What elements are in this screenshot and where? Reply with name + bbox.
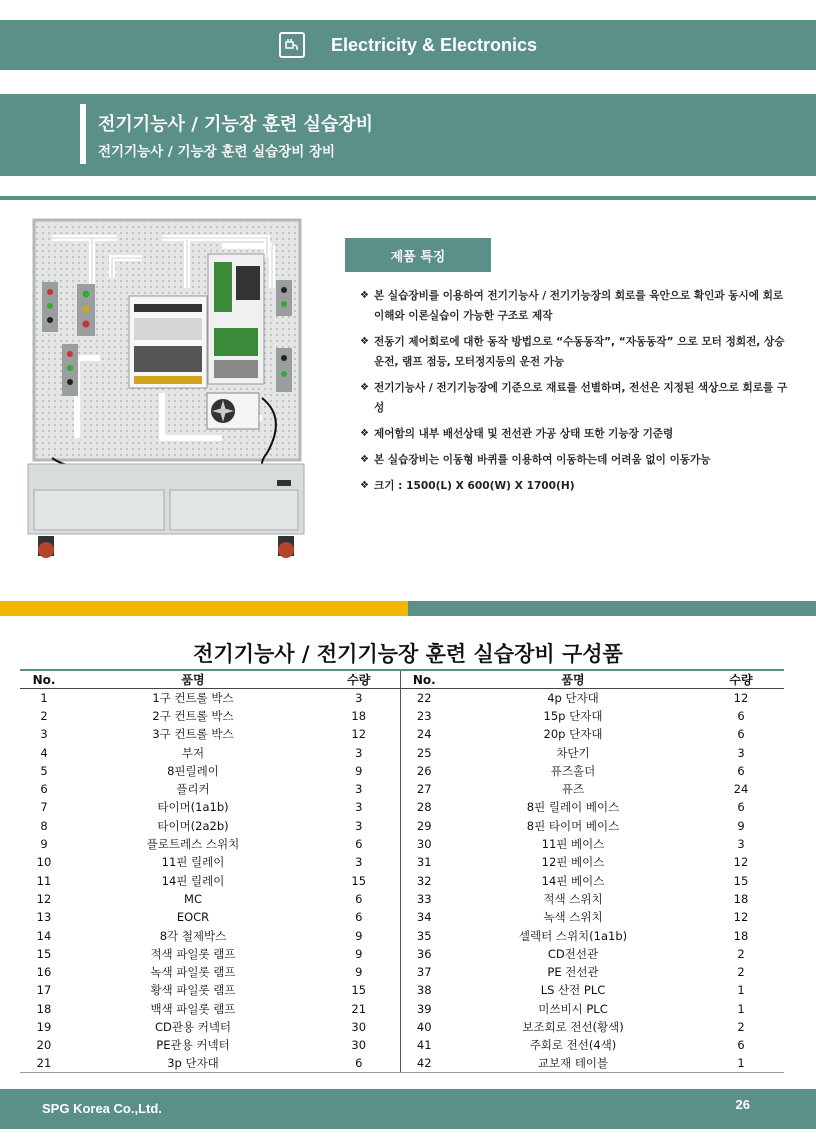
product-title: 전기기능사 / 기능장 훈련 실습장비: [98, 114, 374, 135]
cell-qty: 3: [737, 837, 745, 852]
cell-no: 12: [36, 891, 52, 906]
cell-qty: 6: [737, 727, 745, 742]
cell-name: 20p 단자대: [543, 727, 603, 742]
cell-no: 13: [36, 910, 52, 925]
cell-qty: 6: [737, 1038, 745, 1053]
cell-name: 녹색 스위치: [543, 910, 603, 925]
top-banner: [0, 20, 816, 70]
category-title: Electricity & Electronics: [330, 34, 538, 55]
table-row: [20, 890, 784, 908]
cell-no: 17: [36, 983, 52, 998]
table-row: [20, 981, 784, 999]
cell-no: 36: [400, 945, 448, 963]
cell-name: PE관용 커넥터: [156, 1038, 230, 1053]
cell-name: 녹색 파일롯 램프: [150, 965, 236, 980]
cell-name: 11핀 릴레이: [161, 855, 225, 870]
cell-name: 황색 파일롯 램프: [150, 983, 236, 998]
cell-name: LS 산전 PLC: [540, 983, 606, 998]
cell-no: 40: [400, 1018, 448, 1036]
table-row: [20, 1018, 784, 1036]
footer: [0, 1089, 816, 1129]
feature-text: 전동기 제어회로에 대한 동작 방법으로 “수동동작”, “자동동작” 으로 모터 정회전, 상승운전, 램프 점등, 모터정지등의 운전 가능: [374, 336, 785, 368]
diamond-bullet-icon: ❖: [360, 290, 369, 301]
cell-name: 미쓰비시 PLC: [538, 1001, 608, 1016]
cell-no: 15: [36, 946, 52, 961]
cell-name: 퓨즈홀더: [550, 763, 596, 778]
parts-table-body: [20, 689, 784, 1073]
table-row: [20, 707, 784, 725]
feature-list: [360, 286, 790, 502]
cell-qty: 30: [351, 1038, 367, 1053]
cell-no: 24: [400, 725, 448, 743]
cell-name: 적색 파일롯 램프: [150, 946, 236, 961]
cell-qty: 2: [737, 965, 745, 980]
feature-item: [360, 286, 790, 326]
cell-qty: 6: [737, 800, 745, 815]
cell-name: 퓨즈: [561, 782, 585, 797]
cell-no: 6: [40, 782, 48, 797]
table-row: [20, 963, 784, 981]
product-photo: [22, 218, 310, 562]
cell-no: 8: [40, 818, 48, 833]
cell-qty: 12: [351, 727, 367, 742]
cell-name: CD관용 커넥터: [154, 1019, 232, 1034]
cell-name: 14핀 베이스: [541, 873, 605, 888]
cell-name: 3구 컨트롤 박스: [152, 727, 234, 742]
cell-qty: 3: [737, 745, 745, 760]
plug-icon: [279, 32, 305, 58]
table-row: [20, 908, 784, 926]
cell-no: 25: [400, 743, 448, 761]
cell-no: 34: [400, 908, 448, 926]
diamond-bullet-icon: ❖: [360, 336, 369, 347]
cell-name: 주회로 전선(4색): [529, 1038, 617, 1053]
cell-no: 3: [40, 727, 48, 742]
cell-no: 26: [400, 762, 448, 780]
column-header-no: No.: [20, 670, 68, 689]
column-header-qty: 수량: [698, 670, 784, 689]
cell-name: 적색 스위치: [543, 891, 603, 906]
cell-qty: 12: [733, 690, 749, 705]
cell-name: 플리커: [176, 782, 210, 797]
cell-name: PE 전선관: [547, 965, 599, 980]
cell-no: 37: [400, 963, 448, 981]
table-row: [20, 835, 784, 853]
parts-table-title: 전기기능사 / 전기기능장 훈련 실습장비 구성품: [193, 642, 623, 666]
divider-line: [0, 196, 816, 200]
product-subtitle: 전기기능사 / 기능장 훈련 실습장비 장비: [98, 144, 336, 160]
cell-qty: 6: [355, 891, 363, 906]
cell-qty: 18: [351, 708, 367, 723]
feature-text: 전기기능사 / 전기기능장에 기준으로 재료를 선별하며, 전선은 지정된 색상으로 회로를 구성: [374, 382, 788, 414]
cell-qty: 30: [351, 1019, 367, 1034]
accent-stripe-yellow: [0, 601, 408, 616]
cell-qty: 9: [355, 965, 363, 980]
cell-no: 30: [400, 835, 448, 853]
table-row: [20, 871, 784, 889]
cell-no: 28: [400, 798, 448, 816]
cell-qty: 3: [355, 818, 363, 833]
table-row: [20, 945, 784, 963]
cell-qty: 6: [355, 910, 363, 925]
feature-item: [360, 332, 790, 372]
cell-name: 11핀 베이스: [541, 837, 605, 852]
table-row: [20, 743, 784, 761]
column-header-qty: 수량: [318, 670, 400, 689]
cell-qty: 6: [318, 1054, 400, 1072]
table-row: [20, 1036, 784, 1054]
cell-qty: 3: [355, 782, 363, 797]
cell-qty: 9: [355, 763, 363, 778]
cell-no: 20: [36, 1038, 52, 1053]
cell-qty: 3: [355, 690, 363, 705]
cell-no: 31: [400, 853, 448, 871]
cell-no: 39: [400, 1000, 448, 1018]
cell-name: 타이머(2a2b): [157, 818, 229, 833]
cell-no: 22: [400, 689, 448, 707]
cell-no: 1: [40, 690, 48, 705]
table-row: [20, 926, 784, 944]
cell-qty: 6: [355, 837, 363, 852]
cell-qty: 12: [733, 855, 749, 870]
cell-name: 셀렉터 스위치(1a1b): [518, 928, 628, 943]
cell-qty: 9: [737, 818, 745, 833]
cell-no: 18: [36, 1001, 52, 1016]
cell-no: 16: [36, 965, 52, 980]
cell-no: 23: [400, 707, 448, 725]
feature-text: 크기 : 1500(L) X 600(W) X 1700(H): [374, 480, 575, 492]
cell-name: CD전선관: [547, 946, 599, 961]
cell-no: 41: [400, 1036, 448, 1054]
column-header-no: No.: [400, 670, 448, 689]
diamond-bullet-icon: ❖: [360, 454, 369, 465]
table-row: [20, 780, 784, 798]
diamond-bullet-icon: ❖: [360, 382, 369, 393]
cell-qty: 15: [351, 983, 367, 998]
table-row: [20, 1000, 784, 1018]
cell-name: 타이머(1a1b): [157, 800, 229, 815]
cell-no: 33: [400, 890, 448, 908]
cell-name: 3p 단자대: [68, 1054, 318, 1072]
cell-name: 백색 파일롯 램프: [150, 1001, 236, 1016]
table-row: [20, 817, 784, 835]
cell-name: 8핀 릴레이 베이스: [526, 800, 620, 815]
feature-item: [360, 424, 790, 444]
cell-name: 2구 컨트롤 박스: [152, 708, 234, 723]
cell-name: 8핀 타이머 베이스: [526, 818, 620, 833]
table-row: [20, 1054, 784, 1072]
column-header-name: 품명: [68, 670, 318, 689]
cell-name: 차단기: [556, 745, 590, 760]
company-name: SPG Korea Co.,Ltd.: [42, 1101, 162, 1116]
cell-name: 보조회로 전선(황색): [522, 1019, 624, 1034]
cell-qty: 1: [737, 983, 745, 998]
cell-name: 1구 컨트롤 박스: [152, 690, 234, 705]
parts-table: [20, 669, 784, 1073]
cell-name: 4p 단자대: [547, 690, 599, 705]
cell-no: 38: [400, 981, 448, 999]
column-header-name: 품명: [448, 670, 698, 689]
feature-text: 본 실습장비는 이동형 바퀴를 이용하여 이동하는데 어려움 없이 이동가능: [374, 454, 711, 466]
table-row: [20, 798, 784, 816]
cell-qty: 24: [733, 782, 749, 797]
feature-item: [360, 378, 790, 418]
cell-no: 11: [36, 873, 52, 888]
accent-stripe-green: [408, 601, 816, 616]
cell-qty: 2: [737, 1019, 745, 1034]
table-row: [20, 725, 784, 743]
cell-no: 35: [400, 926, 448, 944]
cell-name: EOCR: [176, 910, 210, 925]
table-row: [20, 689, 784, 707]
cell-qty: 6: [737, 763, 745, 778]
cell-qty: 21: [351, 1001, 367, 1016]
cell-qty: 15: [351, 873, 367, 888]
cell-qty: 18: [733, 928, 749, 943]
table-row: [20, 853, 784, 871]
cell-qty: 6: [737, 708, 745, 723]
cell-no: 5: [40, 763, 48, 778]
cell-name: 12핀 베이스: [541, 855, 605, 870]
cell-no: 21: [20, 1054, 68, 1072]
cell-no: 10: [36, 855, 52, 870]
title-accent-bar: [80, 104, 86, 164]
cell-name: MC: [184, 891, 202, 906]
cell-no: 2: [40, 708, 48, 723]
diamond-bullet-icon: ❖: [360, 480, 369, 491]
cell-no: 4: [40, 745, 48, 760]
diamond-bullet-icon: ❖: [360, 428, 369, 439]
cell-no: 7: [40, 800, 48, 815]
cell-qty: 9: [355, 946, 363, 961]
cell-no: 42: [400, 1054, 448, 1072]
cell-qty: 15: [733, 873, 749, 888]
cell-qty: 1: [698, 1054, 784, 1072]
feature-item: [360, 450, 790, 470]
cell-no: 27: [400, 780, 448, 798]
cell-qty: 3: [355, 800, 363, 815]
cell-no: 32: [400, 871, 448, 889]
cell-qty: 18: [733, 891, 749, 906]
cell-qty: 3: [355, 745, 363, 760]
cell-qty: 3: [355, 855, 363, 870]
cell-name: 교보재 테이블: [448, 1054, 698, 1072]
page-number: 26: [735, 1097, 750, 1112]
cell-name: 플로트레스 스위치: [146, 837, 240, 852]
cell-no: 29: [400, 817, 448, 835]
cell-name: 15p 단자대: [543, 708, 603, 723]
feature-item: [360, 476, 790, 496]
features-badge: 제품 특징: [345, 238, 491, 272]
table-header-row: [20, 670, 784, 689]
cell-qty: 9: [355, 928, 363, 943]
cell-name: 8각 철제박스: [159, 928, 227, 943]
cell-name: 부저: [181, 745, 205, 760]
cell-qty: 2: [737, 946, 745, 961]
cell-no: 19: [36, 1019, 52, 1034]
cell-qty: 12: [733, 910, 749, 925]
cell-qty: 1: [737, 1001, 745, 1016]
cell-name: 8핀릴레이: [167, 763, 219, 778]
feature-text: 제어함의 내부 배선상태 및 전선관 가공 상태 또한 기능장 기준령: [374, 428, 674, 440]
feature-text: 본 실습장비를 이용하여 전기기능사 / 전기기능장의 회로를 육안으로 확인과 동시에 회로이해와 이론실습이 가능한 구조로 제작: [374, 290, 784, 322]
cell-no: 9: [40, 837, 48, 852]
cell-no: 14: [36, 928, 52, 943]
table-row: [20, 762, 784, 780]
cell-name: 14핀 릴레이: [161, 873, 225, 888]
